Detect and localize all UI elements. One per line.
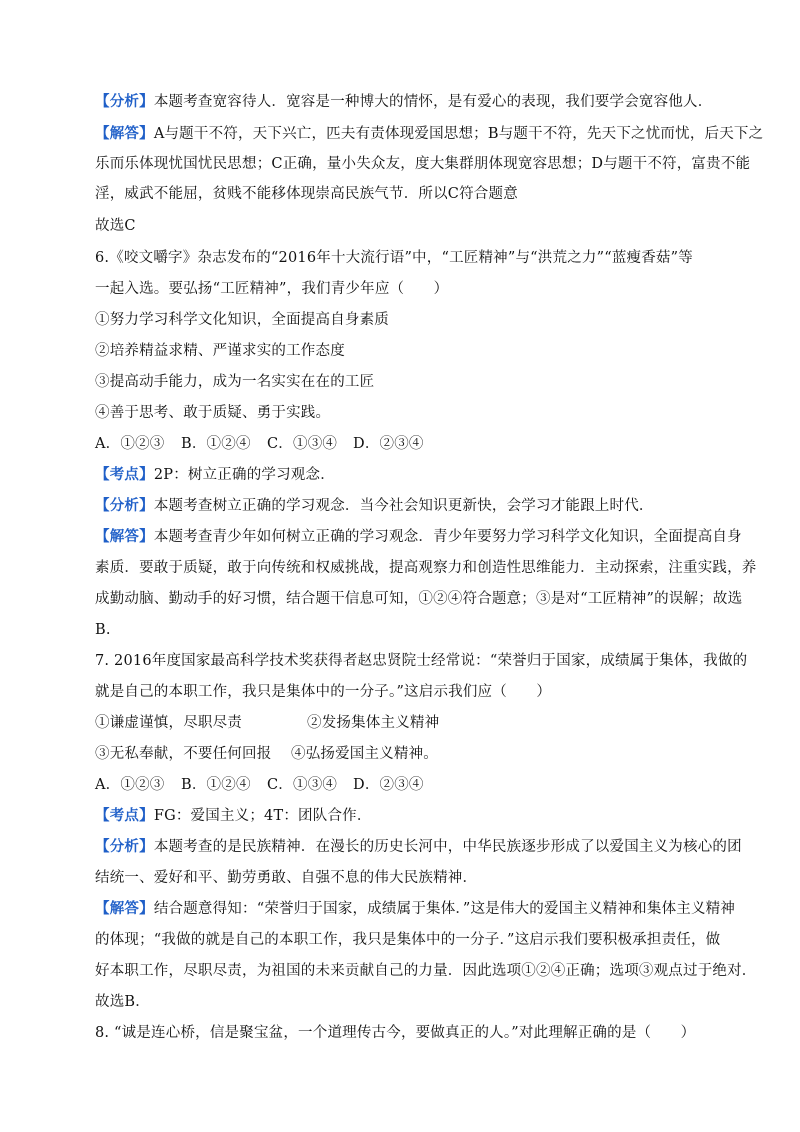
q6-option-d: D．②③④ bbox=[353, 436, 424, 452]
q6-item-4: ④善于思考、敢于质疑、勇于实践。 bbox=[95, 405, 331, 421]
analysis-tag: 【分析】 bbox=[95, 838, 154, 855]
q7-items-row-2 bbox=[95, 744, 438, 764]
q7-item-3: ③无私奉献，不要任何回报 bbox=[95, 746, 272, 762]
q6-item-1: ①努力学习科学文化知识，全面提高自身素质 bbox=[95, 312, 389, 328]
point-tag: 【考点】 bbox=[95, 466, 154, 483]
q7-option-c: C．①③④ bbox=[267, 777, 338, 793]
q6-answer-line-2: 素质．要敢于质疑，敢于向传统和权威挑战，提高观察力和创造性思维能力．主动探索，注重实践，养 bbox=[95, 560, 757, 576]
q6-answer-line-3: 成勤动脑、勤动手的好习惯，结合题干信息可知，①②④符合题意；③是对“工匠精神”的误解；故选 bbox=[95, 591, 743, 607]
q5-answer-line-3: 淫，威武不能屈，贫贱不能移体现崇高民族气节．所以C符合题意 bbox=[95, 186, 518, 202]
q7-item-4: ④弘扬爱国主义精神。 bbox=[291, 746, 438, 762]
q7-option-b: B．①②④ bbox=[181, 777, 251, 793]
q6-point: 【考点】2P：树立正确的学习观念． bbox=[95, 466, 335, 483]
q7-options bbox=[95, 775, 424, 795]
q7-answer-line-3: 好本职工作，尽职尽责，为祖国的未来贡献自己的力量．因此选项①②④正确；选项③观点过于绝对． bbox=[95, 963, 757, 979]
q6-answer-line-1: 【解答】本题考查青少年如何树立正确的学习观念．青少年要努力学习科学文化知识，全面提高自身 bbox=[95, 528, 742, 545]
q7-stem-line-2: 就是自己的本职工作，我只是集体中的一分子。”这启示我们应（ ） bbox=[95, 684, 552, 700]
q7-answer-line-1: 【解答】结合题意得知：“荣誉归于国家，成绩属于集体．”这是伟大的爱国主义精神和集体主义精神 bbox=[95, 900, 736, 917]
q5-answer-line-1: 【解答】A与题干不符，天下兴亡，匹夫有责体现爱国思想；B与题干不符，先天下之忧而忧，后天下之 bbox=[95, 125, 764, 142]
q7-option-a: A．①②③ bbox=[95, 777, 165, 793]
q6-option-c: C．①③④ bbox=[267, 436, 338, 452]
q6-answer-line-4: B. bbox=[95, 622, 111, 638]
q6-options bbox=[95, 434, 424, 454]
q5-analysis: 【分析】本题考查宽容待人．宽容是一种博大的情怀，是有爱心的表现，我们要学会宽容他人． bbox=[95, 93, 713, 110]
q7-answer-line-2: 的体现；“我做的就是自己的本职工作，我只是集体中的一分子．”这启示我们要积极承担责任，做 bbox=[95, 932, 721, 948]
answer-tag: 【解答】 bbox=[95, 900, 154, 917]
q7-items-row-1 bbox=[95, 713, 439, 733]
answer-tag: 【解答】 bbox=[95, 125, 154, 142]
q6-option-a: A．①②③ bbox=[95, 436, 165, 452]
q7-analysis-line-1: 【分析】本题考查的是民族精神．在漫长的历史长河中，中华民族逐步形成了以爱国主义为核心的团 bbox=[95, 838, 742, 855]
q5-conclusion: 故选C bbox=[95, 218, 136, 234]
q7-point: 【考点】FG：爱国主义；4T：团队合作． bbox=[95, 807, 372, 824]
q7-analysis-line-2: 结统一、爱好和平、勤劳勇敢、自强不息的伟大民族精神． bbox=[95, 870, 478, 886]
answer-tag: 【解答】 bbox=[95, 528, 154, 545]
point-tag: 【考点】 bbox=[95, 807, 154, 824]
q6-option-b: B．①②④ bbox=[181, 436, 251, 452]
analysis-tag: 【分析】 bbox=[95, 497, 154, 514]
q6-stem-line-2: 一起入选。要弘扬“工匠精神”，我们青少年应（ ） bbox=[95, 281, 449, 297]
q6-analysis: 【分析】本题考查树立正确的学习观念．当今社会知识更新快，会学习才能跟上时代． bbox=[95, 497, 654, 514]
analysis-tag: 【分析】 bbox=[95, 93, 154, 110]
q7-item-2: ②发扬集体主义精神 bbox=[307, 715, 440, 731]
q6-item-2: ②培养精益求精、严谨求实的工作态度 bbox=[95, 343, 345, 359]
q8-stem: 8. “诚是连心桥，信是聚宝盆，一个道理传古今，要做真正的人。”对此理解正确的是（ ） bbox=[95, 1025, 696, 1041]
q6-stem-line-1: 6.《咬文嚼字》杂志发布的“2016年十大流行语”中，“工匠精神”与“洪荒之力”“蓝瘦香菇”等 bbox=[95, 250, 693, 266]
q7-conclusion: 故选B． bbox=[95, 994, 150, 1010]
q7-item-1: ①谦虚谨慎，尽职尽责 bbox=[95, 715, 242, 731]
q7-stem-line-1: 7. 2016年度国家最高科学技术奖获得者赵忠贤院士经常说：“荣誉归于国家，成绩属于集体，我做的 bbox=[95, 653, 748, 669]
q6-item-3: ③提高动手能力，成为一名实实在在的工匠 bbox=[95, 374, 375, 390]
q7-option-d: D．②③④ bbox=[353, 777, 424, 793]
q5-answer-line-2: 乐而乐体现忧国忧民思想；C正确，量小失众友，度大集群朋体现宽容思想；D与题干不符，富贵不能 bbox=[95, 156, 751, 172]
